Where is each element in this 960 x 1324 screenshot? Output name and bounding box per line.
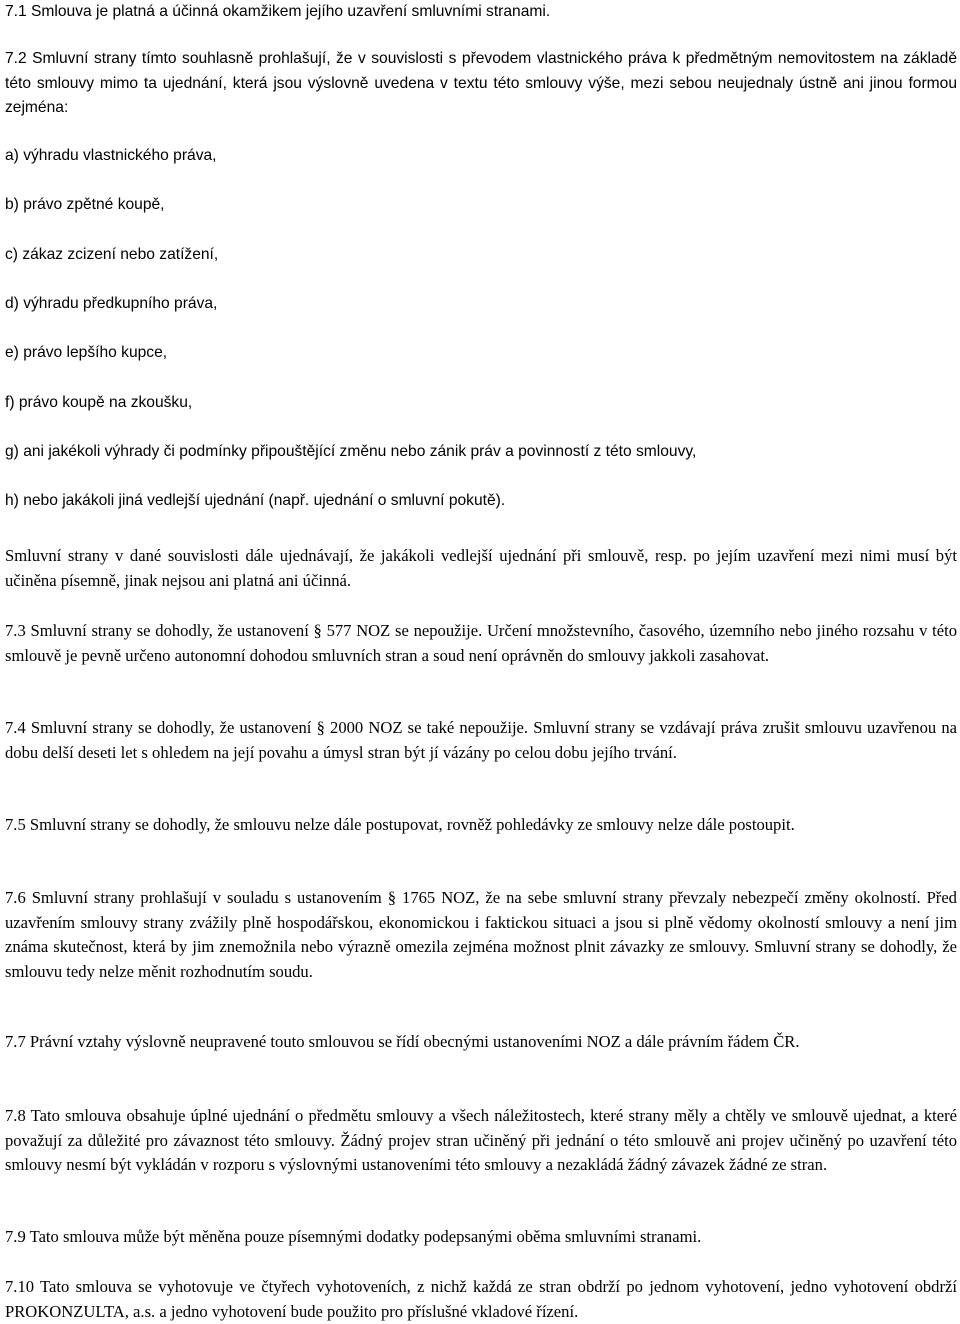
clause-7-4-text-b: 2000 NOZ se také nepoužije. Smluvní strany se vzdávají práva zrušit smlouvu uzavřenou na dobu delší deseti let s ohledem na její povahu a úmysl stran být jí vázány po celou dobu jejího trvání. (5, 718, 957, 762)
section-sign: § (313, 621, 322, 640)
clause-7-5 (5, 813, 957, 838)
clause-7-2-intro-text: 7.2 Smluvní strany tímto souhlasně prohlašují, že v souvislosti s převodem vlastnického práva k předmětným nemovitostem na základě této smlouvy mimo ta ujednání, která jsou výslovně uvedena v textu této smlouvy výše, mezi sebou neujednaly ústně ani jinou formou zejména: (5, 50, 957, 116)
clause-7-4 (5, 716, 957, 765)
clause-7-9-text: 7.9 Tato smlouva může být měněna pouze písemnými dodatky podepsanými oběma smluvními stranami. (5, 1227, 702, 1246)
clause-7-2-outro-text: Smluvní strany v dané souvislosti dále ujednávají, že jakákoli vedlejší ujednání při smlouvě, resp. po jejím uzavření mezi nimi musí být učiněna písemně, jinak nejsou ani platná ani účinná. (5, 546, 957, 590)
list-item: h) nebo jakákoli jiná vedlejší ujednání (např. ujednání o smluvní pokutě). (5, 492, 506, 509)
clause-7-3-text-b: 577 NOZ se nepoužije. Určení množstevního, časového, územního nebo jiného rozsahu v této smlouvě je pevně určeno autonomní dohodou smluvních stran a soud není oprávněn do smlouvy jakkoli zasahovat. (5, 621, 957, 665)
list-item: c) zákaz zcizení nebo zatížení, (5, 246, 219, 263)
list-item: g) ani jakékoli výhrady či podmínky připouštějící změnu nebo zánik práv a povinností z této smlouvy, (5, 443, 697, 460)
clause-7-6-text-a: 7.6 Smluvní strany prohlašují v souladu s ustanovením (5, 888, 388, 907)
clause-7-6-text-b: 1765 NOZ, že na sebe smluvní strany převzaly nebezpečí změny okolností. Před uzavřením smlouvy strany zvážily plně hospodářskou, ekonomickou i faktickou situaci a jsou si plně vědomy okolností smlouvy a není jim známa skutečnost, která by jim znemožnila nebo výrazně omezila zejména možnost plnit závazky ze smlouvy. Smluvní strany se dohodly, že smlouvu tedy nelze měnit rozhodnutím soudu. (5, 888, 957, 981)
clause-7-1-text: 7.1 Smlouva je platná a účinná okamžikem jejího uzavření smluvními stranami. (5, 3, 551, 20)
clause-7-8 (5, 1104, 957, 1178)
list-item: d) výhradu předkupního práva, (5, 295, 218, 312)
list-item: a) výhradu vlastnického práva, (5, 147, 217, 164)
section-sign: § (387, 888, 397, 907)
list-item: b) právo zpětné koupě, (5, 196, 165, 213)
clause-7-5-text: 7.5 Smluvní strany se dohodly, že smlouvu nelze dále postupovat, rovněž pohledávky ze smlouvy nelze dále postoupit. (5, 815, 795, 834)
clause-7-6 (5, 886, 957, 984)
clause-7-3-text-a: 7.3 Smluvní strany se dohodly, že ustanovení (5, 621, 314, 640)
clause-7-4-text-a: 7.4 Smluvní strany se dohodly, že ustanovení (5, 718, 317, 737)
clause-7-7-text: 7.7 Právní vztahy výslovně neupravené touto smlouvou se řídí obecnými ustanoveními NOZ a dále právním řádem ČR. (5, 1032, 800, 1051)
clause-7-2-outro (5, 544, 957, 593)
section-sign: § (316, 718, 325, 737)
clause-7-1 (5, 0, 957, 25)
clause-7-7 (5, 1030, 957, 1055)
clause-7-9 (5, 1225, 957, 1250)
list-item: f) právo koupě na zkoušku, (5, 394, 193, 411)
list-item: e) právo lepšího kupce, (5, 344, 168, 361)
clause-7-10 (5, 1275, 957, 1324)
clause-7-8-text: 7.8 Tato smlouva obsahuje úplné ujednání o předmětu smlouvy a všech náležitostech, které strany měly a chtěly ve smlouvě ujednat, a které považují za důležité pro závaznost této smlouvy. Žádný projev stran učiněný při jednání o této smlouvě ani projev učiněný po uzavření této smlouvy nesmí být vykládán v rozporu s výslovnými ustanoveními této smlouvy a nezakládá žádný závazek žádné ze stran. (5, 1106, 957, 1174)
clause-7-3 (5, 619, 957, 668)
clause-7-2-intro (5, 47, 957, 121)
clause-7-10-text: 7.10 Tato smlouva se vyhotovuje ve čtyřech vyhotoveních, z nichž každá ze stran obdrží po jednom vyhotovení, jedno vyhotovení obdrží PROKONZULTA, a.s. a jedno vyhotovení bude použito pro příslušné vkladové řízení. (5, 1277, 957, 1321)
